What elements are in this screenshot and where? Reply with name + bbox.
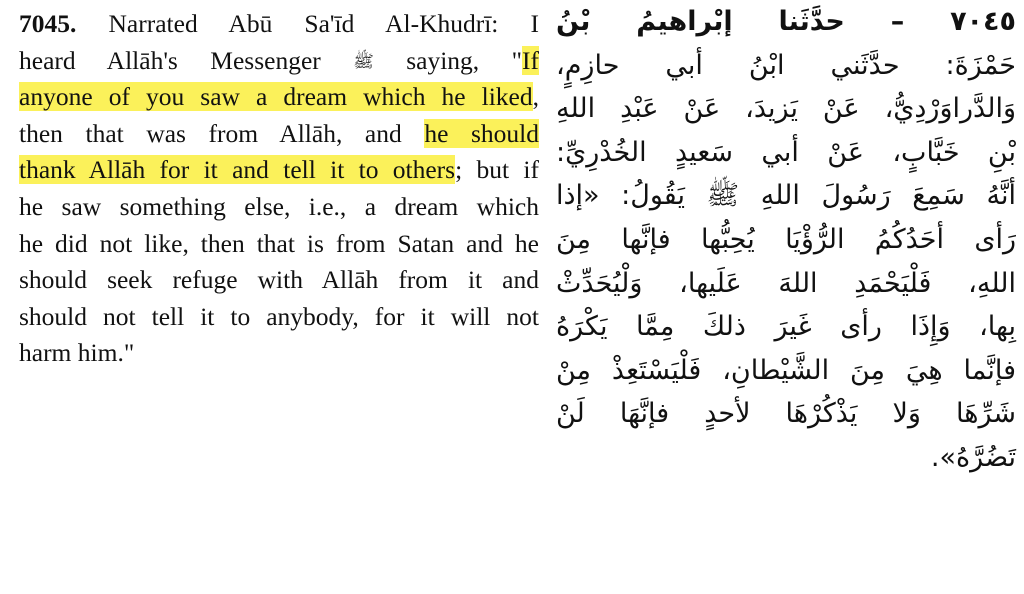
highlighted-text: thank Allāh for it and tell it to others: [19, 155, 456, 185]
english-line: [19, 6, 539, 43]
arabic-line: شَرِّهَا وَلا يَذْكُرْهَا لأحدٍ فإنَّهَا لَنْ: [556, 398, 1016, 430]
english-line: [19, 79, 539, 116]
salutation-glyph: ﷺ: [353, 51, 374, 72]
arabic-line: فإنَّما هِيَ مِنَ الشَّيْطانِ، فَلْيَسْتَعِذْ مِنْ: [556, 354, 1016, 386]
english-line: he saw something else, i.e., a dream which: [19, 191, 539, 221]
hadith-number: 7045.: [19, 9, 77, 38]
english-text: saying, ": [406, 45, 523, 75]
arabic-text: [556, 0, 1016, 480]
english-line: [19, 43, 539, 80]
highlighted-text: If: [522, 45, 540, 75]
english-line: should seek refuge with Allāh from it and: [19, 265, 539, 295]
arabic-line: تَضُرَّهُ».: [930, 441, 1016, 473]
arabic-line: ٧٠٤٥ – حدَّثَنا إبْراهيمُ بْنُ: [556, 6, 1016, 37]
highlighted-text: anyone of you saw a dream which he liked: [19, 82, 533, 112]
highlighted-text: he should: [424, 118, 540, 148]
english-line: [19, 152, 539, 189]
arabic-line: وَالدَّراوَرْدِيُّ، عَنْ يَزيدَ، عَنْ عَبْدِ اللهِ: [556, 93, 1016, 125]
english-text: heard Allāh's Messenger: [19, 45, 321, 75]
english-line: harm him.": [19, 338, 135, 368]
english-text: then that was from Allāh, and: [19, 118, 402, 148]
arabic-line: بْنِ خَبَّابٍ، عَنْ أبي سَعيدٍ الخُدْرِيِّ:: [556, 136, 1016, 168]
english-text: ; but if: [455, 155, 540, 185]
arabic-line: رَأى أحَدُكُمُ الرُّؤْيَا يُحِبُّها فإنَّها مِنَ: [556, 223, 1016, 255]
english-text: ,: [532, 82, 539, 112]
english-text: Narrated Abū Sa'īd Al-Khudrī: I: [108, 9, 540, 38]
english-line: he did not like, then that is from Satan and he: [19, 228, 539, 258]
arabic-line: اللهِ، فَلْيَحْمَدِ اللهَ عَلَيها، وَلْيُحَدِّثْ: [556, 267, 1016, 299]
english-line: [19, 116, 539, 153]
english-line: should not tell it to anybody, for it will not: [19, 301, 539, 331]
arabic-line: حَمْزَةَ: حدَّثَني ابْنُ أبي حازِمٍ،: [556, 49, 1016, 81]
arabic-line: أنَّهُ سَمِعَ رَسُولَ اللهِ ﷺ يَقُولُ: «إذا: [556, 180, 1016, 212]
english-translation: [19, 6, 539, 372]
arabic-line: بِها، وَإِذَا رأى غَيرَ ذلكَ مِمَّا يَكْرَهُ: [556, 311, 1016, 343]
